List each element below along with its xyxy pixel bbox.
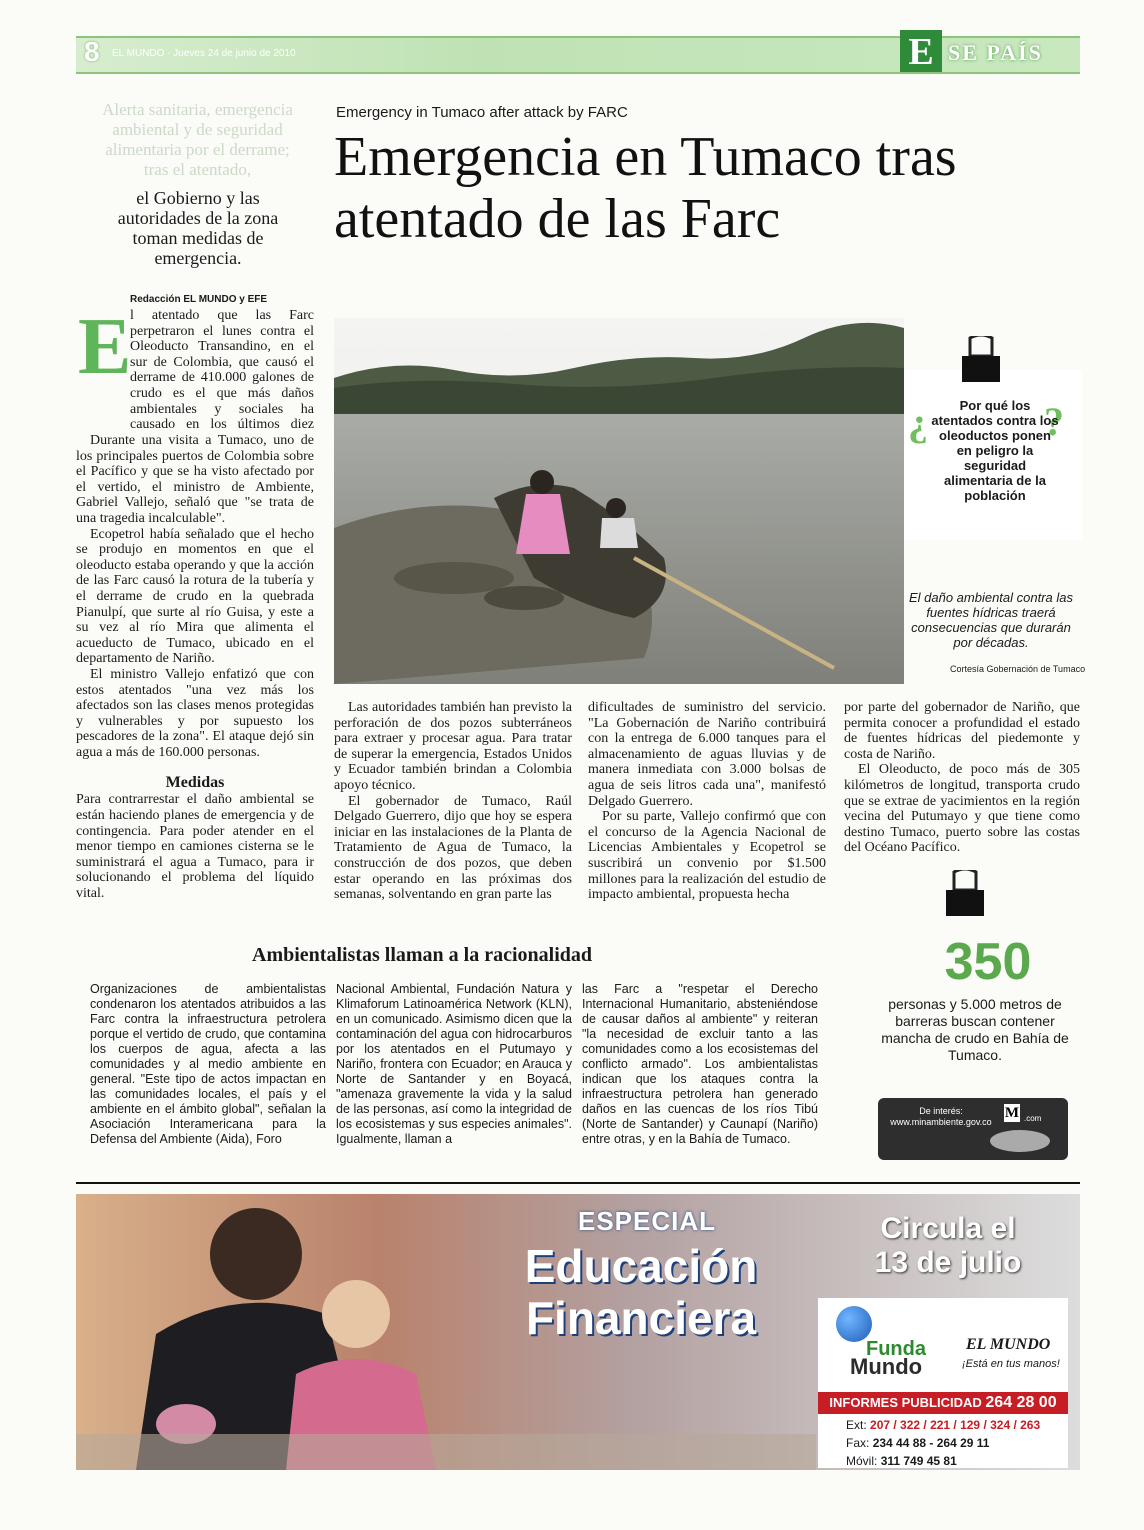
paragraph: Las autoridades también han previsto la perforación de dos pozos subterráneos para extraer y procesar agua. Para tratar de superar la emergencia, Estados Unidos y Ecuador también brindan a Colombia apoyo técnico. [334, 700, 572, 793]
ad-movil-label: Móvil: [846, 1454, 878, 1468]
photo-credit: Cortesía Gobernación de Tumaco [950, 664, 1086, 674]
byline: Redacción EL MUNDO y EFE [130, 294, 268, 305]
ad-informes-label: INFORMES PUBLICIDAD [829, 1395, 982, 1410]
photo-caption: El daño ambiental contra las fuentes hídricas traerá consecuencias que durarán por décadas. [908, 590, 1074, 650]
headline: Emergencia en Tumaco tras atentado de las Farc [334, 126, 957, 250]
interest-url[interactable]: www.minambiente.gov.co [890, 1117, 992, 1127]
ad-date [848, 1212, 1048, 1280]
ad-ext [846, 1418, 1040, 1432]
river-photo [334, 318, 904, 684]
logo-suffix: .com [1024, 1114, 1042, 1123]
paragraph: El ministro Vallejo enfatizó que con estos atentados "una vez más los afectados son las clases menos protegidas y vulnerables y por supuesto los pescadores de la zona". El ataque dejó sin agua a más de 160.000 personas. [76, 666, 314, 760]
ad-slogan: ¡Está en tus manos! [962, 1358, 1060, 1370]
stat-text: personas y 5.000 metros de barreras buscan contener mancha de crudo en Bahía de Tumaco. [881, 996, 1069, 1063]
section-initial: E [900, 30, 942, 72]
divider [76, 1182, 1080, 1184]
ad-fax-value: 234 44 88 - 264 29 11 [872, 1436, 990, 1450]
environmental-col2: Nacional Ambiental, Fundación Natura y Klimaforum Latinoamérica Network (KLN), en un comunicado. Asimismo dicen que la contaminación del agua con hidrocarburos por los atentados en el Putumayo y Nariño, frontera con Ecuador; en Arauca y Norte de Santander y en Boyacá, "amenaza gravemente la vida y la salud de las personas, así como la integridad de los ecosistemas y sus especies animales". Igualmente, llaman a [336, 982, 572, 1146]
question-close-mark: ? [1044, 399, 1064, 444]
mouse-icon [990, 1130, 1050, 1152]
paragraph: por parte del gobernador de Nariño, que permita conocer a profundidad el estado de fuentes hídricas del piedemonte y costa de Nariño. [844, 700, 1080, 762]
ad-movil [846, 1454, 957, 1468]
article-col4 [844, 700, 1080, 856]
paragraph: El gobernador de Tumaco, Raúl Delgado Guerrero, dijo que hoy se espera iniciar en las instalaciones de la Planta de Tratamiento de Agua de Tumaco, la construcción de dos pozos, que deben estar operando en las próximas dos semanas, solventando en gran parte las [334, 793, 572, 903]
el-mundo-logo-icon: M [1004, 1105, 1020, 1121]
ad-title [506, 1240, 776, 1344]
paragraph: Durante una visita a Tumaco, uno de los principales puertos de Colombia sobre el Pacífico y que se ha visto afectado por el vertido, el ministro de Ambiente, Gabriel Vallejo, señaló que "se trata de una tragedia incalculable". [76, 433, 314, 526]
ad-informes-bar [818, 1392, 1068, 1414]
binder-clip-icon [940, 870, 990, 918]
question-text: Por qué los atentados contra los oleoductos ponen en peligro la seguridad alimentaria de la población [931, 398, 1059, 503]
ad-especial: ESPECIAL [578, 1206, 717, 1236]
environmental-title: Ambientalistas llaman a la racionalidad [252, 944, 593, 966]
ad-informes-number: 264 28 00 [985, 1394, 1057, 1411]
ad-ext-label: Ext: [846, 1418, 867, 1432]
ad-title-line1: Educación [524, 1240, 758, 1292]
article-col1 [76, 433, 314, 902]
environmental-col1: Organizaciones de ambientalistas condenaron los atentados atribuidos a las Farc contra la infraestructura petrolera porque el vertido de crudo, que contamina los cuerpos de agua, afecta a las comunidades y al medio ambiente en general. "Este tipo de actos impactan en las comunidades locales, el país y el ambiente en el ámbito global", señalan la Asociación Interamericana para la Defensa del Ambiente (Aida), Foro [90, 982, 326, 1146]
paragraph: El Oleoducto, de poco más de 305 kilómetros de longitud, transporta crudo que se extrae de yacimientos en la región vecina del Putumayo y que tiene como destino Tumaco, puerto sobre las costas del Océano Pacífico. [844, 762, 1080, 856]
globe-icon [836, 1306, 872, 1342]
stat-number: 350 [944, 933, 1032, 991]
paragraph: Por su parte, Vallejo confirmó que con el concurso de la Agencia Nacional de Licencias Ambientales y Ecopetrol se suscribirá un convenio por $1.500 millones para la realización del estudio de impacto ambiental, propuesta hecha [588, 809, 826, 903]
ad-fax [846, 1436, 989, 1450]
ad-mundo: Mundo [850, 1354, 923, 1379]
ad-el-mundo: EL MUNDO [966, 1336, 1051, 1353]
ad-funda: Funda [866, 1338, 926, 1360]
ad-fax-label: Fax: [846, 1436, 870, 1450]
paragraph: Ecopetrol había señalado que el hecho se produjo en momentos en que el oleoducto estaba operando y que la acción de las Farc causó la rotura de la tubería y el derrame de crudo en la quebrada Pianulpí, que surte al río Guisa, y este a su vez al río Mira que alimenta el acueducto de Tumaco, ubicado en el departamento de Nariño. [76, 526, 314, 667]
ad-title-line2: Financiera [525, 1292, 757, 1344]
question-open-mark: ¿ [908, 399, 928, 444]
environmental-col3: las Farc a "respetar el Derecho Internacional Humanitario, absteniéndose de causar daños al ambiente" y reiteran "la necesidad de excluir tanto a las comunidades como a los ecosistemas del conflicto armado". Los ambientalistas indican que los ataques contra la infraestructura petrolera han generado daños en las cuencas de los ríos Tibú (Norte de Santander) y Caunapí (Nariño) entre otras, y en la Bahía de Tumaco. [582, 982, 818, 1146]
article-col3 [588, 700, 826, 903]
ad-movil-value: 311 749 45 81 [880, 1454, 957, 1468]
interest-label: De interés: [919, 1106, 963, 1116]
kicker: Emergency in Tumaco after attack by FARC [336, 104, 628, 121]
article-col1-top [130, 308, 314, 432]
paragraph: dificultades de suministro del servicio. "La Gobernación de Nariño contribuirá con la entrega de 6.000 tanques para el almacenamiento de aguas lluvias y de manera inmediata con 3.000 bolsas de agua de seis litros cada una", manifestó Delgado Guerrero. [588, 700, 826, 809]
subhead-medidas: Medidas [165, 774, 225, 792]
ad-date-line2: 13 de julio [874, 1246, 1022, 1279]
paragraph: Para contrarrestar el daño ambiental se están haciendo planes de emergencia y de contingencia. Para poder atender en el menor tiempo en camiones cisterna se le suministrará el agua a Tumaco, para ir solucionando el problema del líquido vital. [76, 792, 314, 902]
interest-text [886, 1106, 996, 1128]
section-name: SE PAÍS [948, 40, 1043, 65]
dateline: EL MUNDO · Jueves 24 de junio de 2010 [112, 48, 296, 59]
ad-date-line1: Circula el [880, 1212, 1016, 1245]
paragraph: l atentado que las Farc perpetraron el lunes contra el Oleoducto Transandino, en el sur de Colombia, que causó el derrame de 410.000 galones de crudo es el que más daños ambientales y sociales ha causado en los últimos diez [130, 308, 314, 432]
ad-ext-value: 207 / 322 / 221 / 129 / 324 / 263 [870, 1418, 1041, 1432]
binder-clip-icon [956, 336, 1006, 384]
lead-text: el Gobierno y las autoridades de la zona toman medidas de emergencia. [117, 188, 279, 268]
page-number: 8 [84, 36, 100, 67]
lead-faded-text: Alerta sanitaria, emergencia ambiental y de seguridad alimentaria por el derrame; tras el atentado, [102, 100, 293, 179]
article-col2 [334, 700, 572, 903]
drop-cap: E [78, 303, 132, 391]
